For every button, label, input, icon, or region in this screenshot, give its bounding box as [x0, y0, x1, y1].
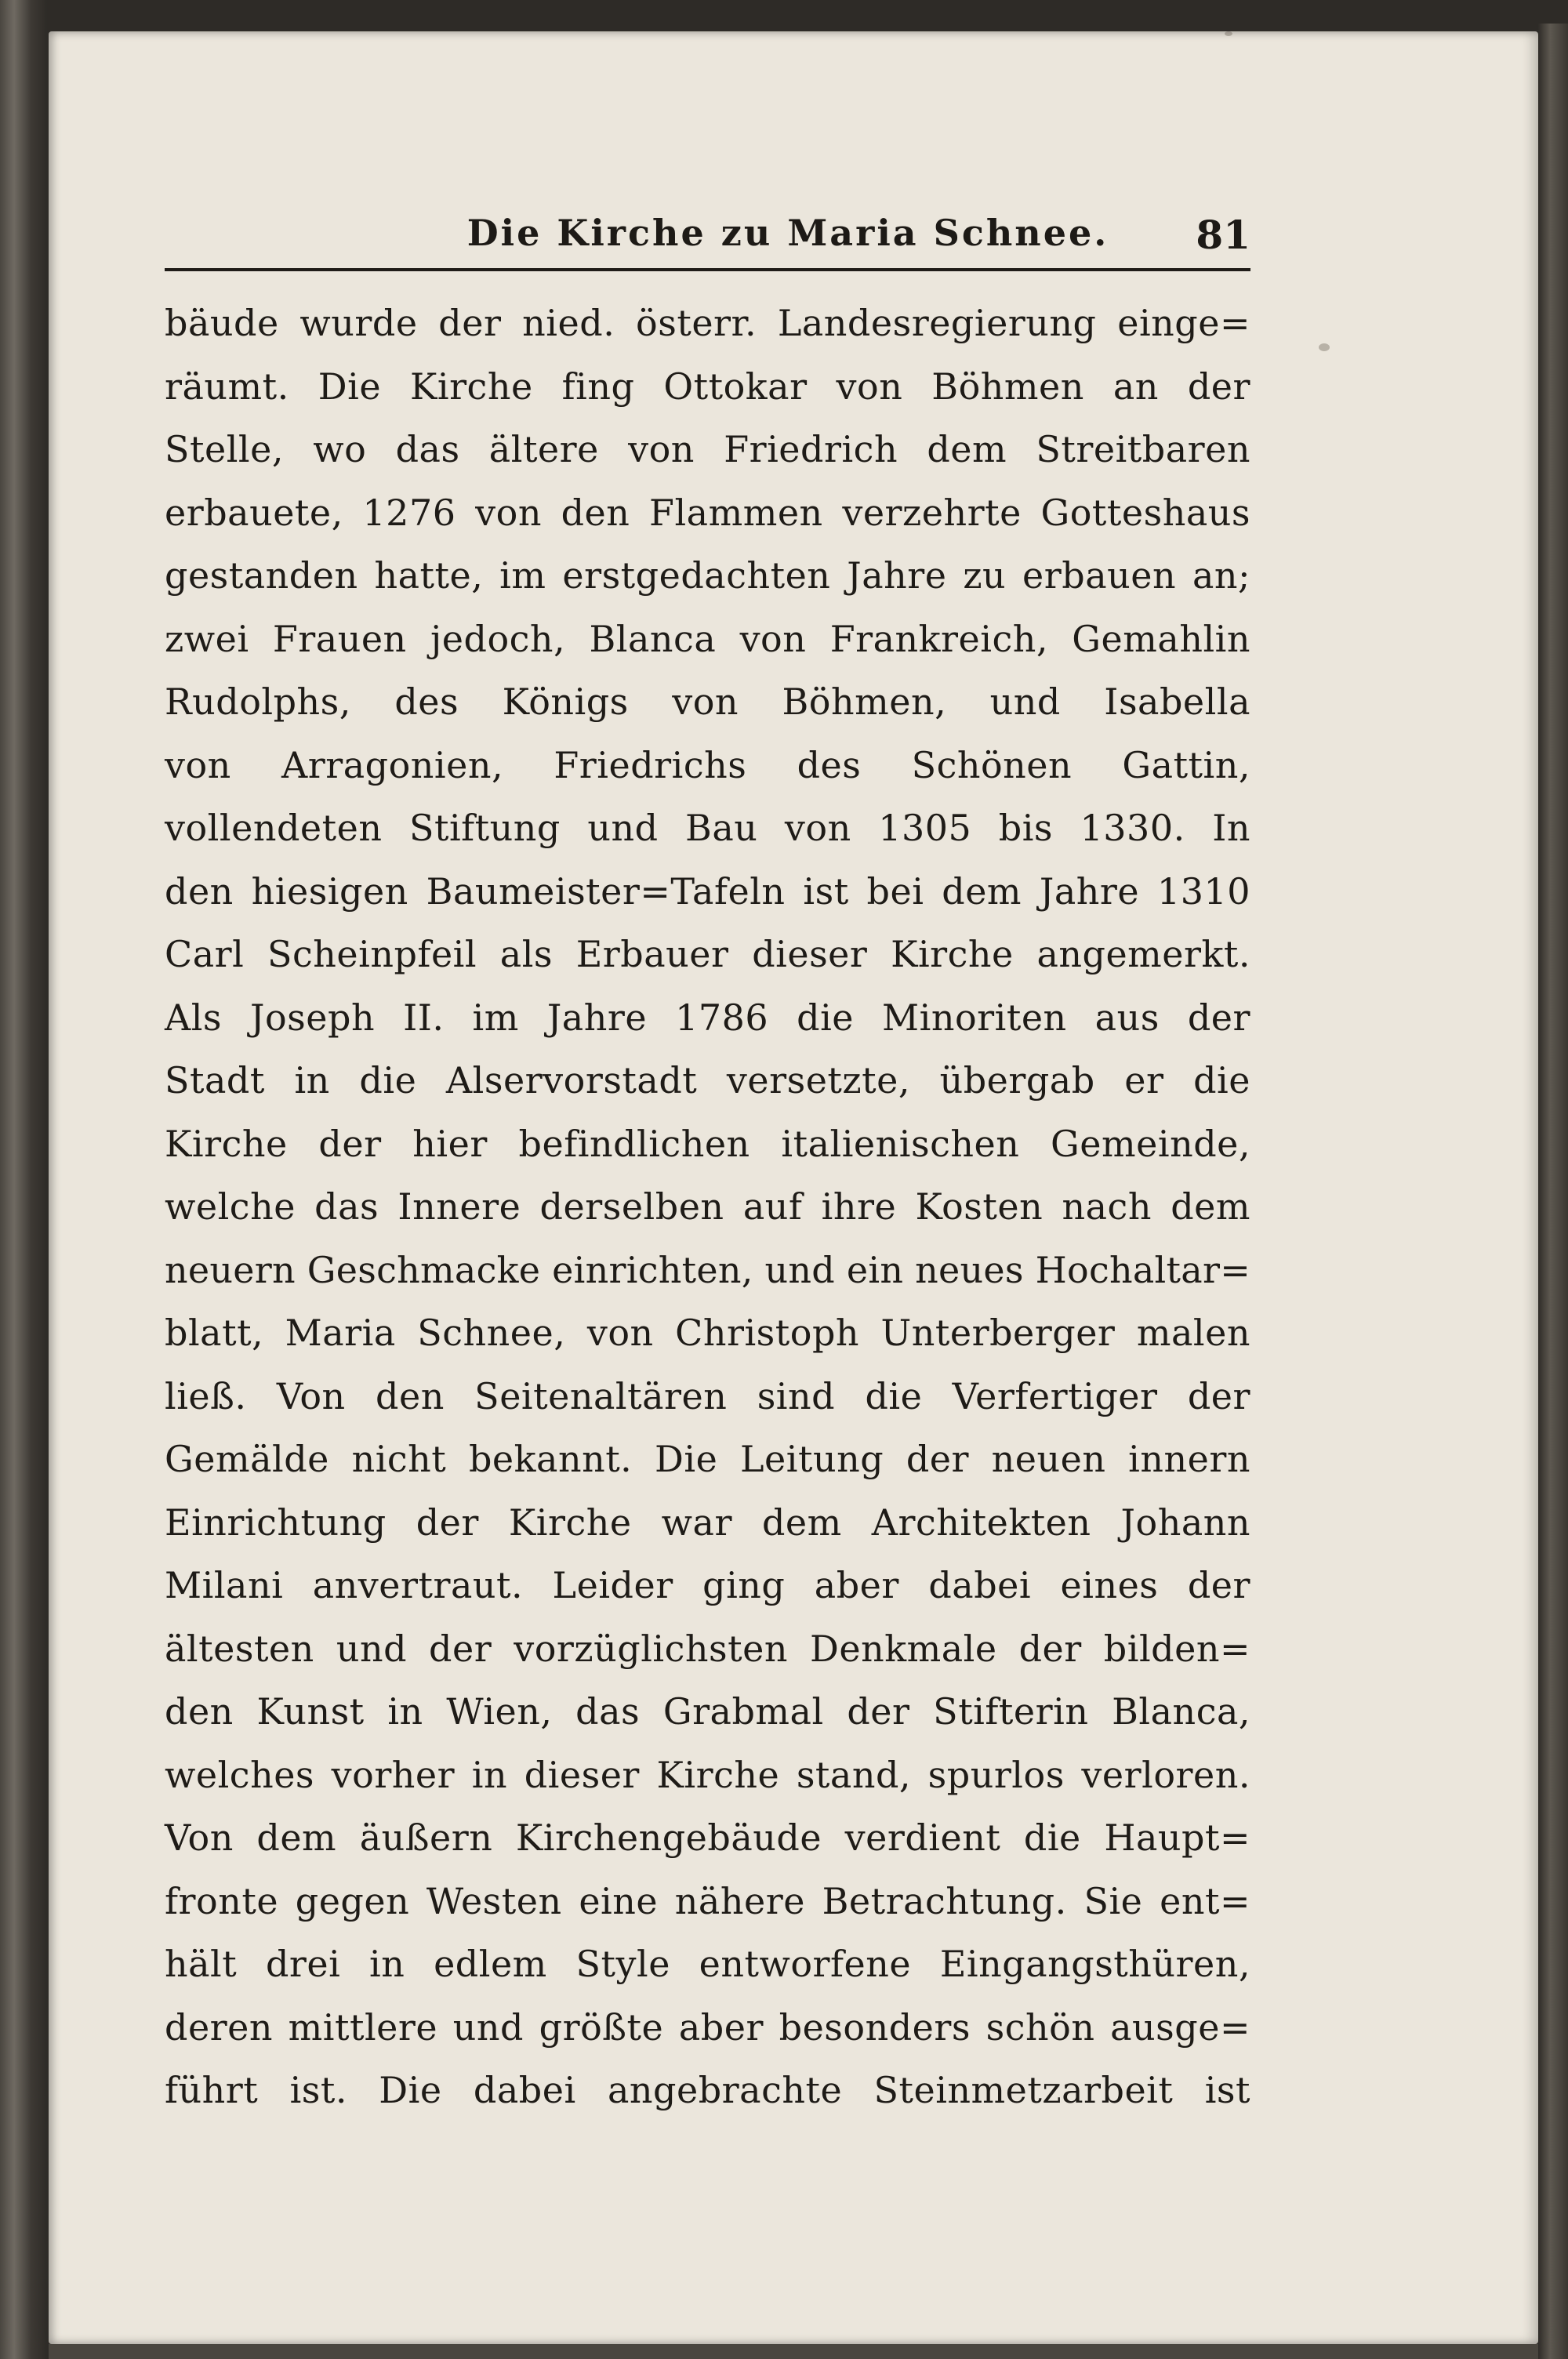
text-line: fronte gegen Westen eine nähere Betrachtung. Sie ent= — [165, 1879, 1250, 1922]
text-line: Stelle, wo das ältere von Friedrich dem Streitbaren — [165, 428, 1250, 470]
text-line: welches vorher in dieser Kirche stand, spurlos verloren. — [165, 1753, 1250, 1796]
book-edge-right — [1538, 24, 1568, 2359]
text-line: Stadt in die Alservorstadt versetzte, übergab er die — [165, 1059, 1250, 1101]
text-line: Milani anvertraut. Leider ging aber dabei eines der — [165, 1564, 1250, 1606]
text-line: vollendeten Stiftung und Bau von 1305 bis 1330. In — [165, 807, 1250, 849]
text-line: gestanden hatte, im erstgedachten Jahre zu erbauen an; — [165, 554, 1250, 597]
header-rule — [165, 268, 1250, 271]
text-line: bäude wurde der nied. österr. Landesregierung einge= — [165, 302, 1250, 344]
paper-spot — [1319, 343, 1330, 351]
page-header — [165, 212, 1250, 274]
running-title: Die Kirche zu Maria Schnee. — [466, 212, 1109, 254]
text-line: ältesten und der vorzüglichsten Denkmale der bilden= — [165, 1627, 1250, 1670]
text-line: führt ist. Die dabei angebrachte Steinmetzarbeit ist — [165, 2069, 1250, 2111]
text-line: Einrichtung der Kirche war dem Architekten Johann — [165, 1501, 1250, 1544]
text-line: welche das Innere derselben auf ihre Kosten nach dem — [165, 1185, 1250, 1228]
text-line: hält drei in edlem Style entworfene Eingangsthüren, — [165, 1943, 1250, 1985]
text-line: Von dem äußern Kirchengebäude verdient die Haupt= — [165, 1816, 1250, 1859]
page-number: 81 — [1196, 212, 1250, 258]
text-line: zwei Frauen jedoch, Blanca von Frankreich, Gemahlin — [165, 617, 1250, 660]
text-line: deren mittlere und größte aber besonders schön ausge= — [165, 2005, 1250, 2049]
text-line: erbauete, 1276 von den Flammen verzehrte Gotteshaus — [165, 491, 1250, 534]
text-line: den hiesigen Baumeister=Tafeln ist bei dem Jahre 1310 — [165, 869, 1250, 913]
text-line: den Kunst in Wien, das Grabmal der Stifterin Blanca, — [165, 1690, 1250, 1733]
book-edge-bottom — [49, 2344, 1538, 2359]
paper-spot — [1225, 31, 1232, 36]
text-line: räumt. Die Kirche fing Ottokar von Böhmen an der — [165, 365, 1250, 408]
text-line: Gemälde nicht bekannt. Die Leitung der neuen innern — [165, 1438, 1250, 1480]
text-line: Kirche der hier befindlichen italienischen Gemeinde, — [165, 1122, 1250, 1165]
text-line: blatt, Maria Schnee, von Christoph Unterberger malen — [165, 1312, 1250, 1354]
text-line: ließ. Von den Seitenaltären sind die Verfertiger der — [165, 1374, 1250, 1417]
text-line: neuern Geschmacke einrichten, und ein neues Hochaltar= — [165, 1248, 1250, 1291]
body-text — [165, 292, 1262, 2122]
text-line: Rudolphs, des Königs von Böhmen, und Isabella — [165, 680, 1250, 723]
text-line: von Arragonien, Friedrichs des Schönen Gattin, — [165, 743, 1250, 786]
text-line: Als Joseph II. im Jahre 1786 die Minoriten aus der — [165, 996, 1250, 1039]
text-line: Carl Scheinpfeil als Erbauer dieser Kirche angemerkt. — [165, 933, 1250, 975]
